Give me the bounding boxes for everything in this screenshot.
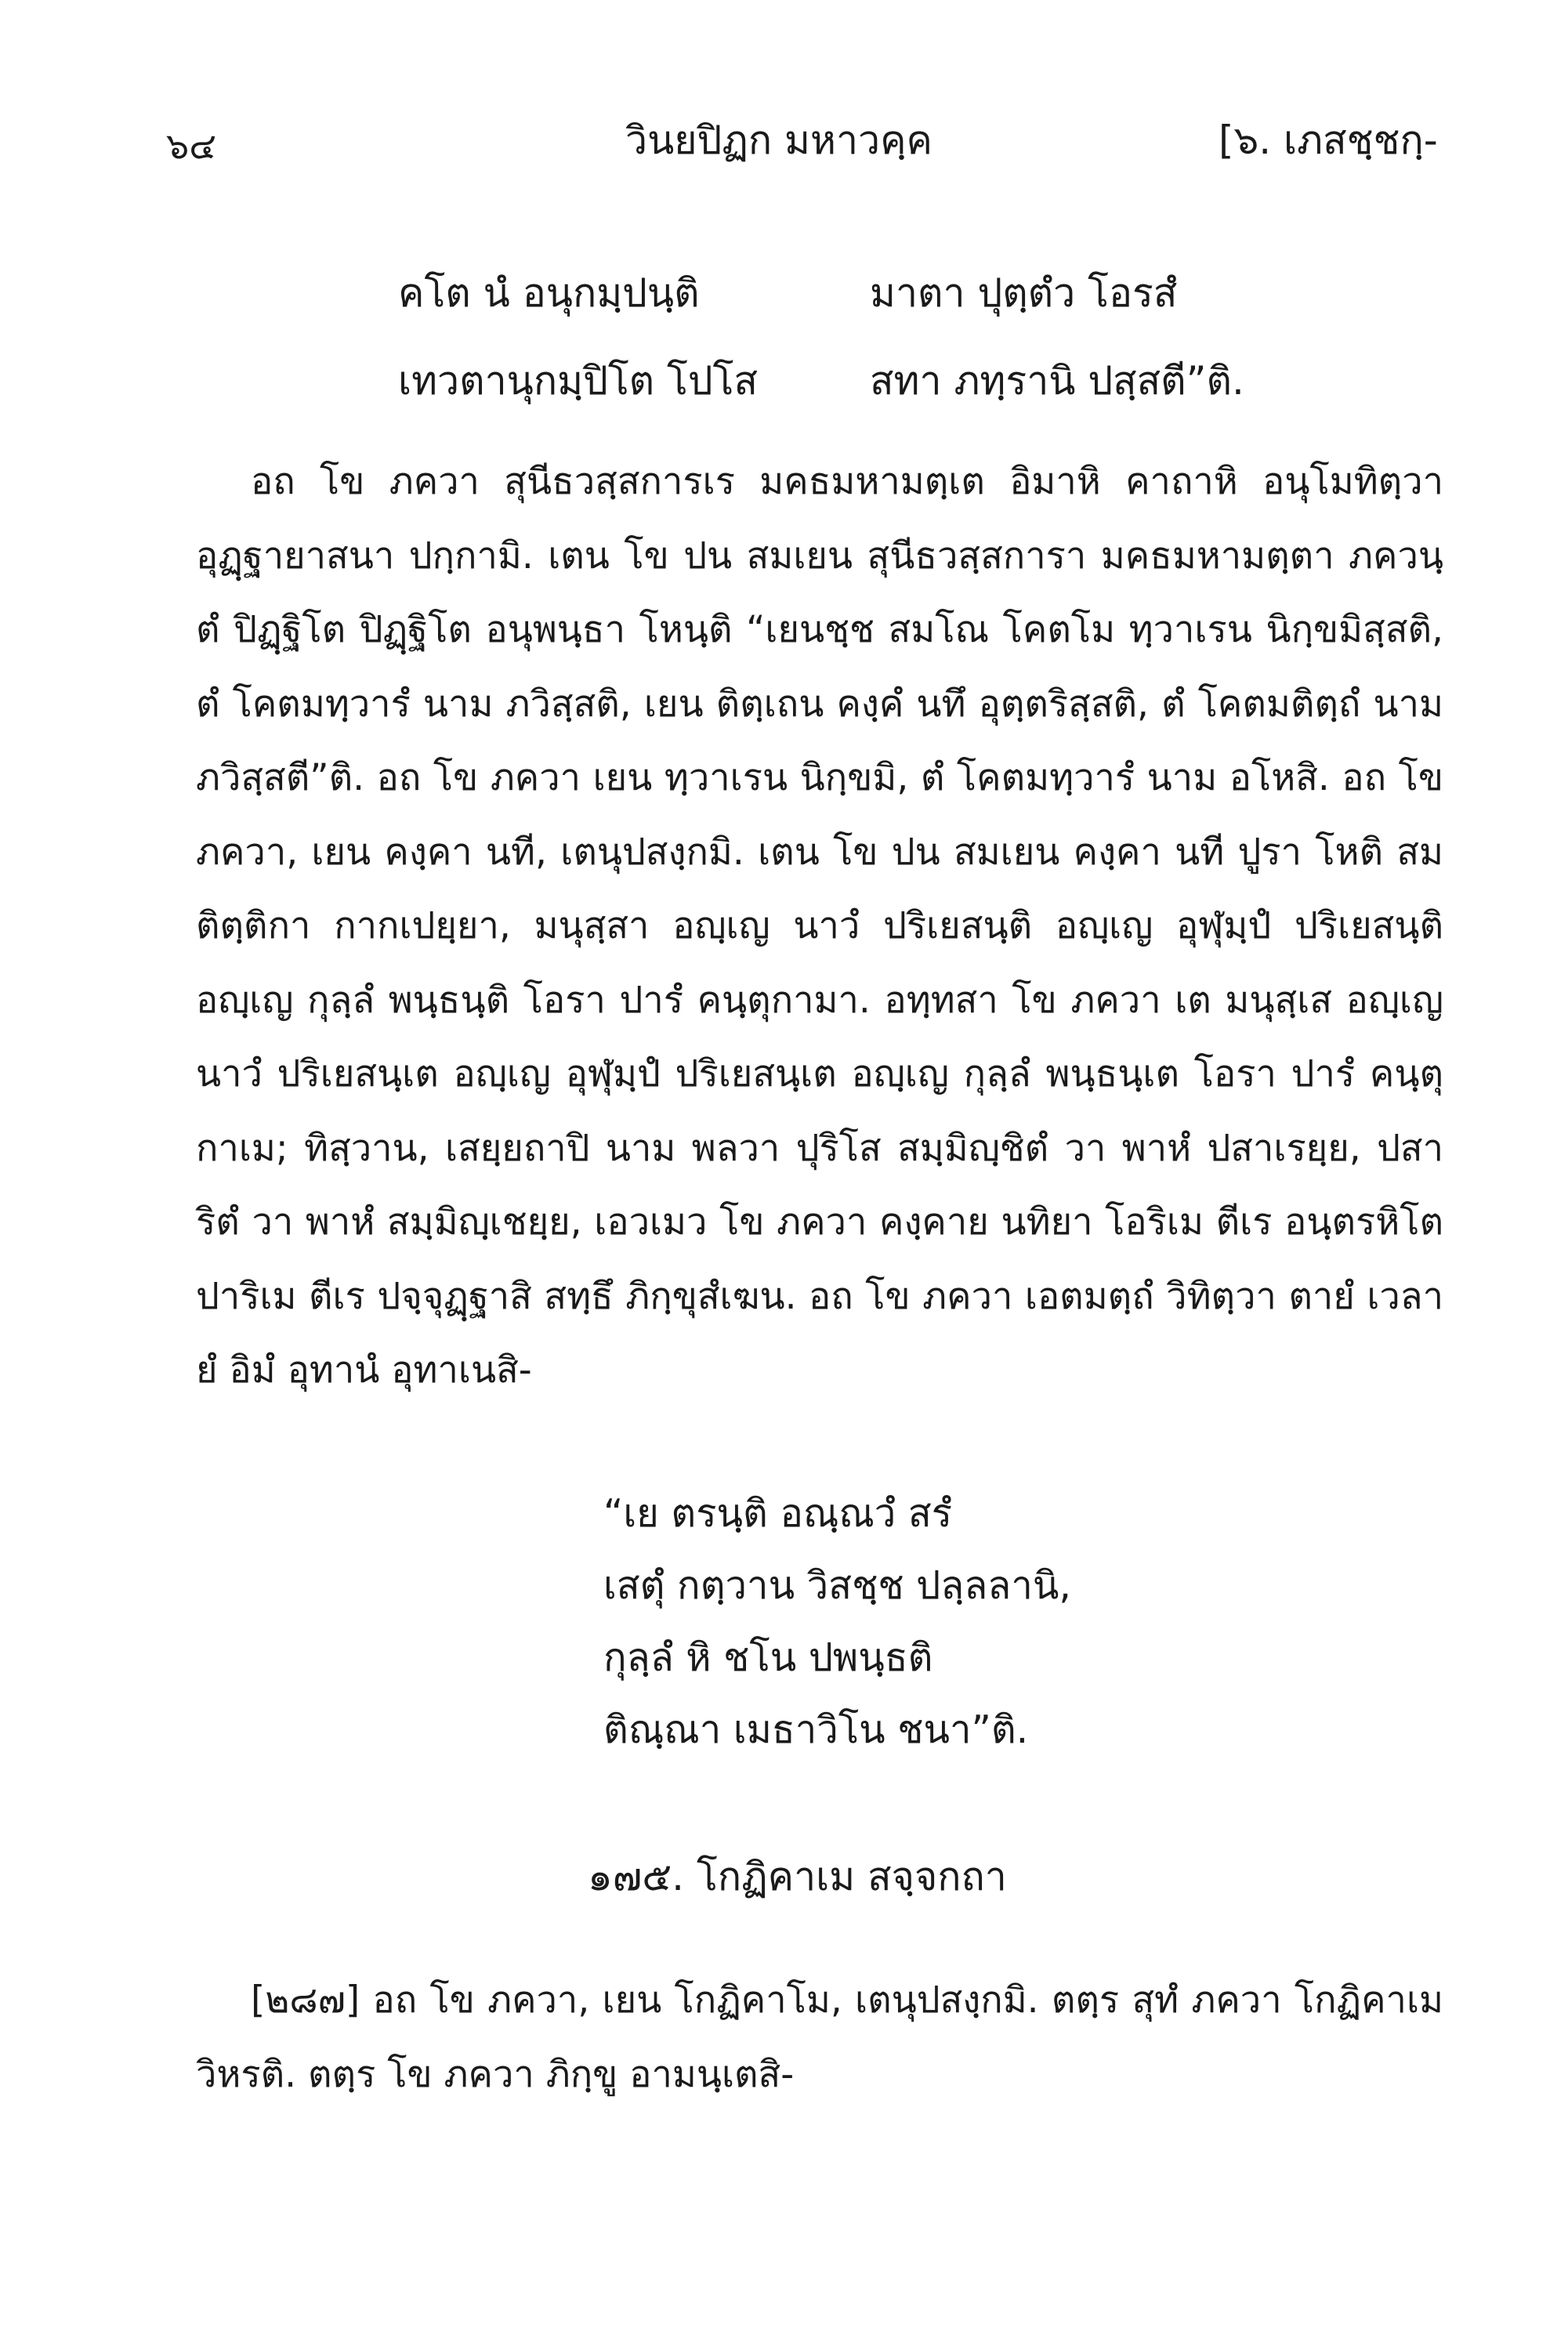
udana-verse — [603, 1478, 1071, 1766]
verse-line: ติณฺณา เมธาวิโน ชนา”ติ. — [603, 1707, 1029, 1752]
main-paragraph — [196, 445, 1443, 1408]
running-title: วินยปิฏก มหาวคฺค — [625, 118, 932, 163]
section-marker: [๖. เภสชฺชกฺ- — [1219, 118, 1438, 163]
paragraph-text: [๒๘๗] อถ โข ภควา, เยน โกฏิคาโม, เตนุปสงฺกมิ. ตตฺร สุทํ ภควา โกฏิคาเม วิหรติ. ตตฺร โข ภควา ภิกฺขู อามนฺเตสิ- — [196, 1979, 1443, 2096]
closing-paragraph — [196, 1964, 1443, 2112]
verse-line: เสตุํ กตฺวาน วิสชฺช ปลฺลลานิ, — [603, 1563, 1071, 1608]
verse-half: สทา ภทฺรานิ ปสฺสตี”ติ. — [870, 358, 1244, 404]
section-heading: ๑๗๕. โกฏิคาเม สจฺจกถา — [588, 1854, 1007, 1899]
verse-line: กุลฺลํ หิ ชโน ปพนฺธติ — [603, 1635, 933, 1680]
opening-verse — [398, 249, 1244, 425]
verse-half: คโต นํ อนุกมฺปนฺติ — [398, 270, 700, 316]
verse-half: เทวตานุกมฺปิโต โปโส — [398, 358, 759, 404]
verse-row — [398, 249, 1244, 337]
verse-row — [398, 337, 1244, 425]
page-number: ๖๔ — [166, 125, 217, 167]
verse-line: “เย ตรนฺติ อณฺณวํ สรํ — [603, 1491, 953, 1536]
paragraph-text: อถ โข ภควา สุนีธวสฺสการเร มคธมหามตฺเต อิมาหิ คาถาหิ อนุโมทิตฺวา อุฏฺฐายาสนา ปกฺกามิ. เตน โข ปน สมเยน สุนีธวสฺสการา มคธมหามตฺตา ภควนฺตํ ปิฏฺฐิโต ปิฏฺฐิโต อนุพนฺธา โหนฺติ “เยนชฺช สมโณ โคตโม ทฺวาเรน นิกฺขมิสฺสติ, ตํ โคตมทฺวารํ นาม ภวิสฺสติ, เยน ติตฺเถน คงฺคํ นทึ อุตฺตริสฺสติ, ตํ โคตมติตฺถํ นาม ภวิสฺสตี”ติ. อถ โข ภควา เยน ทฺวาเรน นิกฺขมิ, ตํ โคตมทฺวารํ นาม อโหสิ. อถ โข ภควา, เยน คงฺคา นที, เตนุปสงฺกมิ. เตน โข ปน สมเยน คงฺคา นที ปูรา โหติ สมติตฺติกา กากเปยฺยา, มนุสฺสา อญฺเญ นาวํ ปริเยสนฺติ อญฺเญ อุฬุมฺปํ ปริเยสนฺติ อญฺเญ กุลฺลํ พนฺธนฺติ โอรา ปารํ คนฺตุกามา. อทฺทสา โข ภควา เต มนุสฺเส อญฺเญ นาวํ ปริเยสนฺเต อญฺเญ อุฬุมฺปํ ปริเยสนฺเต อญฺเญ กุลฺลํ พนฺธนฺเต โอรา ปารํ คนฺตุกาเม; ทิสฺวาน, เสยฺยถาปิ นาม พลวา ปุริโส สมฺมิญฺชิตํ วา พาหํ ปสาเรยฺย, ปสาริตํ วา พาหํ สมฺมิญฺเชยฺย, เอวเมว โข ภควา คงฺคาย นทิยา โอริเม ตีเร อนฺตรหิโต ปาริเม ตีเร ปจฺจุฏฺฐาสิ สทฺธึ ภิกฺขุสํเฆน. อถ โข ภควา เอตมตฺถํ วิทิตฺวา ตายํ เวลายํ อิมํ อุทานํ อุทาเนสิ- — [196, 460, 1443, 1392]
verse-half: มาตา ปุตฺตํว โอรสํ — [870, 270, 1178, 316]
